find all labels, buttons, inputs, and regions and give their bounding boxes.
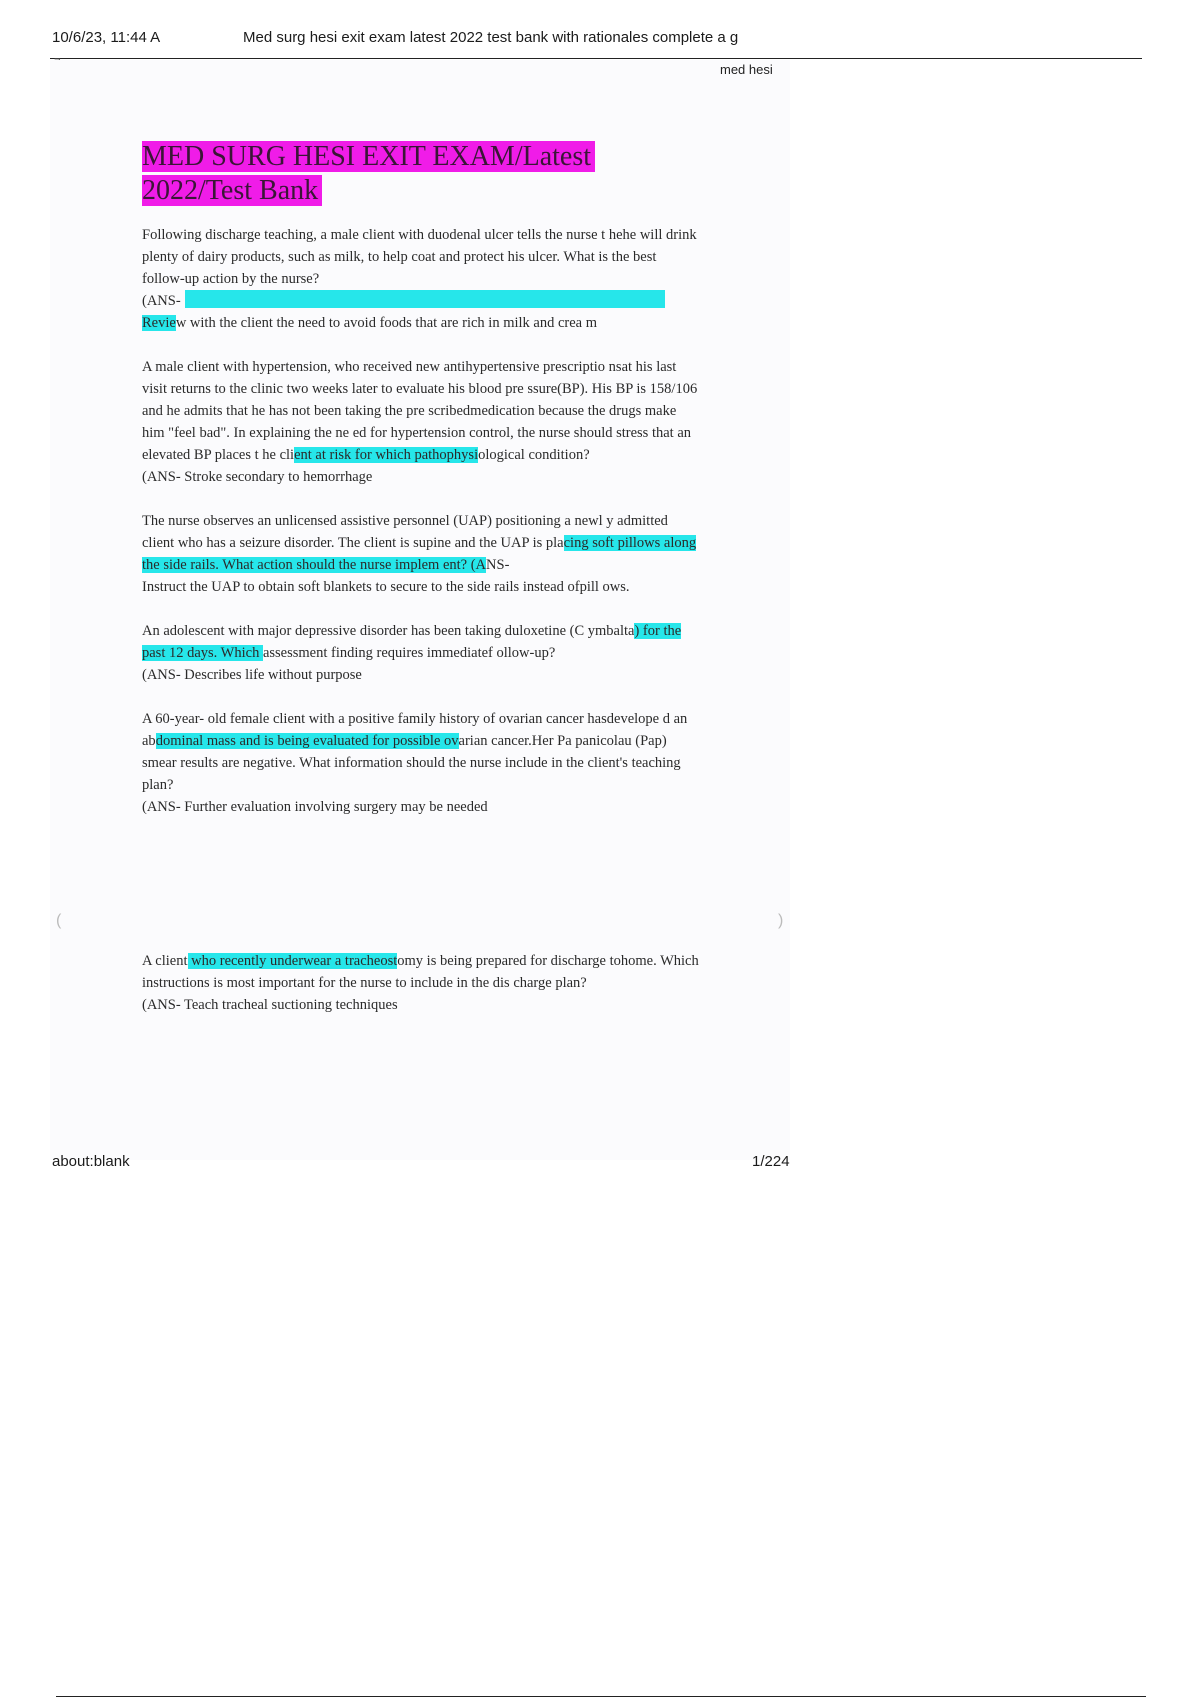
question-text: A client who recently underwear a tracheostomy is being prepared for discharge tohome. Which instructions is most important for the nurse to include in the dis charge plan? <box>142 953 699 991</box>
answer-text: (ANS- Further evaluation involving surgery may be needed <box>142 799 488 815</box>
question-highlight: dominal mass and is being evaluated for possible ov <box>155 733 459 749</box>
question-highlight: cing soft pillows along the side rails. What action should the nurse implem ent? (A <box>142 535 697 573</box>
left-edge-mark: ( <box>56 912 62 929</box>
answer-highlight-bar <box>185 290 665 308</box>
question-highlight: who recently underwear a tracheost <box>187 953 398 969</box>
qa-item <box>142 356 702 488</box>
answer-highlight: Revie <box>142 315 176 331</box>
print-document-title: Med surg hesi exit exam latest 2022 test bank with rationales complete a g <box>243 29 739 46</box>
question-text: A male client with hypertension, who received new antihypertensive prescriptio nsat his last visit returns to the clinic two weeks later to evaluate his blood pre ssure(BP). His BP is 158/106 and he admits that he has not been taking the pre scribedmedication because the drugs make him "feel bad". In explaining the ne ed for hypertension control, the nurse should stress that an elevated BP places t he client at risk for which pathophysiological condition? <box>142 359 698 463</box>
print-datetime: 10/6/23, 11:44 A <box>52 29 161 46</box>
answer-text: (ANS- Describes life without purpose <box>142 667 362 683</box>
qa-item <box>142 620 702 686</box>
question-highlight: ) for the past 12 days. Which <box>142 623 682 661</box>
blank-gap <box>142 840 702 950</box>
answer-prefix: (ANS- <box>142 293 181 309</box>
question-text: Following discharge teaching, a male client with duodenal ulcer tells the nurse t hehe will drink plenty of dairy products, such as milk, to help coat and protect his ulcer. What is the best follow-up action by the nurse? <box>142 227 697 287</box>
question-highlight: ent at risk for which pathophysi <box>294 447 479 463</box>
footer-url: about:blank <box>52 1153 130 1170</box>
question-text: The nurse observes an unlicensed assistive personnel (UAP) positioning a newl y admitted client who has a seizure disorder. The client is supine and the UAP is placing soft pillows along the side rails. What action should the nurse implem ent? (ANS- <box>142 513 697 573</box>
page-corner-label: med hesi <box>720 62 773 77</box>
print-header <box>50 26 1142 59</box>
document-body <box>142 140 702 1038</box>
answer-text: (ANS- Review with the client the need to avoid foods that are rich in milk and crea m <box>142 290 702 334</box>
answer-text: (ANS- Stroke secondary to hemorrhage <box>142 469 373 485</box>
qa-item <box>142 950 702 1016</box>
answer-text: Instruct the UAP to obtain soft blankets to secure to the side rails instead ofpill ows. <box>142 579 630 595</box>
qa-item <box>142 708 702 818</box>
answer-text: (ANS- Teach tracheal suctioning techniques <box>142 997 398 1013</box>
document-title <box>142 140 702 208</box>
footer-page-number: 1/224 <box>752 1153 790 1170</box>
question-text: An adolescent with major depressive disorder has been taking duloxetine (C ymbalta) for the past 12 days. Which assessment finding requires immediatef ollow-up? <box>142 623 682 661</box>
qa-item <box>142 224 702 334</box>
qa-item <box>142 510 702 598</box>
bottom-divider <box>56 1696 1146 1697</box>
document-title-line2: 2022/Test Bank <box>142 175 322 206</box>
question-text: A 60-year- old female client with a positive family history of ovarian cancer hasdevelope d an abdominal mass and is being evaluated for possible ovarian cancer.Her Pa panicolau (Pap) smear results are negative. What information should the nurse include in the client's teaching plan? <box>142 711 688 793</box>
right-edge-mark: ) <box>778 912 784 929</box>
document-title-line1: MED SURG HESI EXIT EXAM/Latest <box>142 141 595 172</box>
